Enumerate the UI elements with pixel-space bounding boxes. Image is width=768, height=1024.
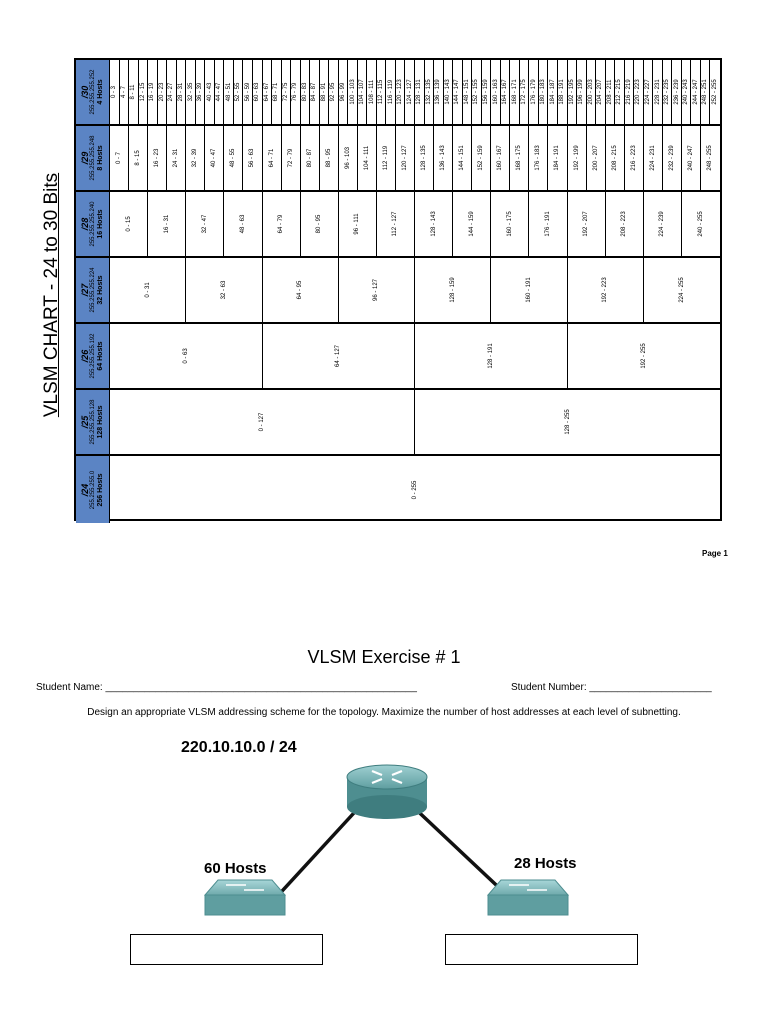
range-label: 12 - 15 [139,82,146,102]
range-label: 112 - 127 [392,211,399,237]
range-label: 196 - 199 [578,79,585,105]
prefix-label: /26 [79,349,90,363]
range-label: 136 - 143 [440,145,447,171]
prefix-label: /30 [79,85,90,99]
range-label: 112 - 119 [382,145,389,171]
range-label: 192 - 223 [602,277,609,303]
mask-label: 255.255.255.224 [89,267,96,313]
range-label: 248 - 251 [702,79,709,105]
chart-title-text: VLSM CHART - 24 to 30 Bits [41,172,62,418]
range-label: 176 - 179 [530,79,537,105]
mask-label: 255.255.255.0 [89,470,96,509]
range-label: 156 - 159 [482,79,489,105]
range-label: 0 - 255 [412,480,418,499]
hosts-label: 256 Hosts [96,472,104,507]
range-label: 24 - 31 [173,148,180,168]
range-label: 8 - 11 [130,84,137,100]
switch-left-icon [205,880,285,915]
range-label: 20 - 23 [158,82,165,102]
range-label: 144 - 147 [454,79,461,105]
hosts-label: 32 Hosts [96,275,104,305]
range-label: 192 - 195 [568,79,575,105]
range-label: 96 - 99 [340,82,347,102]
range-label: 104 - 111 [363,145,370,171]
range-label: 208 - 223 [621,211,628,237]
range-label: 220 - 223 [635,79,642,105]
range-label: 212 - 215 [616,79,623,105]
range-label: 128 - 143 [430,211,437,237]
range-label: 32 - 47 [201,214,208,234]
range-label: 136 - 139 [435,79,442,105]
switch-right-icon [488,880,568,915]
range-label: 36 - 39 [197,82,204,102]
range-label: 132 - 135 [425,79,432,105]
range-label: 88 - 91 [320,82,327,102]
range-label: 184 - 191 [554,145,561,171]
link-left [272,802,364,902]
range-label: 72 - 75 [282,82,289,102]
range-label: 180 - 183 [540,79,547,105]
range-label: 192 - 199 [573,145,580,171]
range-label: 0 - 127 [259,412,265,432]
range-label: 64 - 67 [263,82,270,102]
range-label: 16 - 31 [163,214,170,234]
range-label: 152 - 159 [478,145,485,171]
range-label: 128 - 135 [421,145,428,171]
range-label: 232 - 239 [668,145,675,171]
range-label: 96 - 127 [373,278,380,302]
range-label: 148 - 151 [463,79,470,105]
student-number-field[interactable]: Student Number: ______________________ [511,682,712,693]
range-label: 140 - 143 [444,79,451,105]
range-label: 84 - 87 [311,82,318,102]
range-label: 152 - 155 [473,79,480,105]
range-label: 224 - 231 [649,145,656,171]
range-label: 72 - 79 [287,148,294,168]
range-label: 52 - 55 [235,82,242,102]
range-label: 32 - 39 [192,148,199,168]
range-label: 76 - 79 [292,82,299,102]
range-label: 160 - 175 [506,211,513,237]
range-label: 128 - 131 [416,79,423,105]
left-answer-box[interactable] [130,934,323,965]
prefix-label: /27 [79,283,90,297]
range-label: 168 - 175 [516,145,523,171]
range-label: 80 - 95 [316,214,323,234]
range-label: 0 - 3 [111,85,118,99]
exercise-title: VLSM Exercise # 1 [307,647,461,667]
router-icon [347,765,427,819]
range-label: 16 - 23 [154,148,161,168]
range-label: 192 - 255 [640,343,647,369]
range-label: 64 - 95 [297,280,304,300]
range-label: 120 - 123 [397,79,404,105]
range-label: 92 - 95 [330,82,337,102]
range-label: 200 - 207 [592,145,599,171]
range-label: 88 - 95 [325,148,332,168]
mask-label: 255.255.255.248 [89,135,96,181]
range-label: 116 - 119 [387,79,394,105]
range-label: 204 - 207 [597,79,604,105]
range-label: 252 - 255 [712,79,719,105]
hosts-label: 8 Hosts [96,145,104,171]
mask-label: 255.255.255.252 [89,69,96,115]
mask-label: 255.255.255.128 [89,399,96,445]
network-address: 220.10.10.0 / 24 [181,739,297,756]
range-label: 4 - 7 [120,85,127,99]
range-label: 40 - 43 [206,82,213,102]
range-label: 216 - 223 [630,145,637,171]
range-label: 160 - 163 [492,79,499,105]
right-hosts-label: 28 Hosts [514,855,577,872]
range-label: 0 - 15 [125,216,132,232]
range-label: 184 - 187 [549,79,556,105]
prefix-label: /29 [79,151,90,165]
range-label: 0 - 7 [116,151,123,165]
range-label: 48 - 51 [225,82,232,102]
range-label: 240 - 247 [687,145,694,171]
range-label: 8 - 15 [135,150,142,166]
range-label: 100 - 103 [349,79,356,105]
range-label: 240 - 243 [683,79,690,105]
range-label: 0 - 63 [182,348,189,364]
prefix-label: /28 [79,217,90,231]
range-label: 56 - 63 [249,148,256,168]
hosts-label: 4 Hosts [96,79,104,105]
range-label: 32 - 35 [187,82,194,102]
range-label: 192 - 207 [583,211,590,237]
range-label: 128 - 255 [564,409,571,435]
range-label: 120 - 127 [401,145,408,171]
left-hosts-label: 60 Hosts [204,860,267,877]
range-label: 16 - 19 [149,82,156,102]
range-label: 60 - 63 [254,82,261,102]
range-label: 0 - 31 [144,282,151,298]
range-label: 176 - 183 [535,145,542,171]
range-label: 216 - 219 [625,79,632,105]
range-label: 232 - 235 [664,79,671,105]
range-label: 124 - 127 [406,79,413,105]
range-label: 80 - 83 [301,82,308,102]
link-right [408,802,510,898]
range-label: 236 - 239 [673,79,680,105]
range-label: 208 - 211 [606,79,613,105]
mask-label: 255.255.255.240 [89,201,96,247]
range-label: 224 - 255 [678,277,685,303]
range-label: 40 - 47 [211,148,218,168]
range-label: 24 - 27 [168,82,175,102]
range-label: 172 - 175 [521,79,528,105]
range-label: 96 - 111 [354,213,361,235]
range-label: 164 - 167 [502,79,509,105]
range-label: 64 - 71 [268,148,275,168]
range-label: 208 - 215 [611,145,618,171]
page-number: Page 1 [702,549,728,558]
range-label: 48 - 55 [230,148,237,168]
range-label: 224 - 239 [659,211,666,237]
range-label: 96 - 103 [344,146,351,170]
range-label: 44 - 47 [216,82,223,102]
range-label: 32 - 63 [220,280,227,300]
range-label: 168 - 171 [511,79,518,105]
range-label: 112 - 115 [378,79,385,105]
right-answer-box[interactable] [445,934,638,965]
range-label: 80 - 87 [306,148,313,168]
range-label: 144 - 159 [468,211,475,237]
range-label: 144 - 151 [459,145,466,171]
range-label: 224 - 227 [645,79,652,105]
range-label: 248 - 255 [707,145,714,171]
range-label: 160 - 167 [497,145,504,171]
range-label: 56 - 59 [244,82,251,102]
range-label: 48 - 63 [239,214,246,234]
instructions: Design an appropriate VLSM addressing scheme for the topology. Maximize the number of host addresses at each level of subnetting. [87,707,681,718]
hosts-label: 64 Hosts [96,341,104,371]
range-label: 28 - 31 [177,82,184,102]
hosts-label: 16 Hosts [96,209,104,239]
range-label: 176 - 191 [544,211,551,237]
range-label: 240 - 255 [697,211,704,237]
range-label: 228 - 231 [654,79,661,105]
range-label: 188 - 191 [559,79,566,105]
mask-label: 255.255.255.192 [89,333,96,379]
range-label: 200 - 203 [587,79,594,105]
hosts-label: 128 Hosts [96,405,104,439]
range-label: 68 - 71 [273,82,280,102]
student-name-field[interactable]: Student Name: ________________________________________________________ [36,682,417,693]
range-label: 108 - 111 [368,79,375,105]
range-label: 244 - 247 [692,79,699,105]
range-label: 64 - 79 [278,214,285,234]
range-label: 128 - 191 [487,343,494,369]
range-label: 128 - 159 [449,277,456,303]
prefix-label: /25 [79,415,90,429]
prefix-label: /24 [79,483,90,496]
range-label: 64 - 127 [335,344,342,368]
range-label: 160 - 191 [525,277,532,303]
range-label: 104 - 107 [359,79,366,105]
